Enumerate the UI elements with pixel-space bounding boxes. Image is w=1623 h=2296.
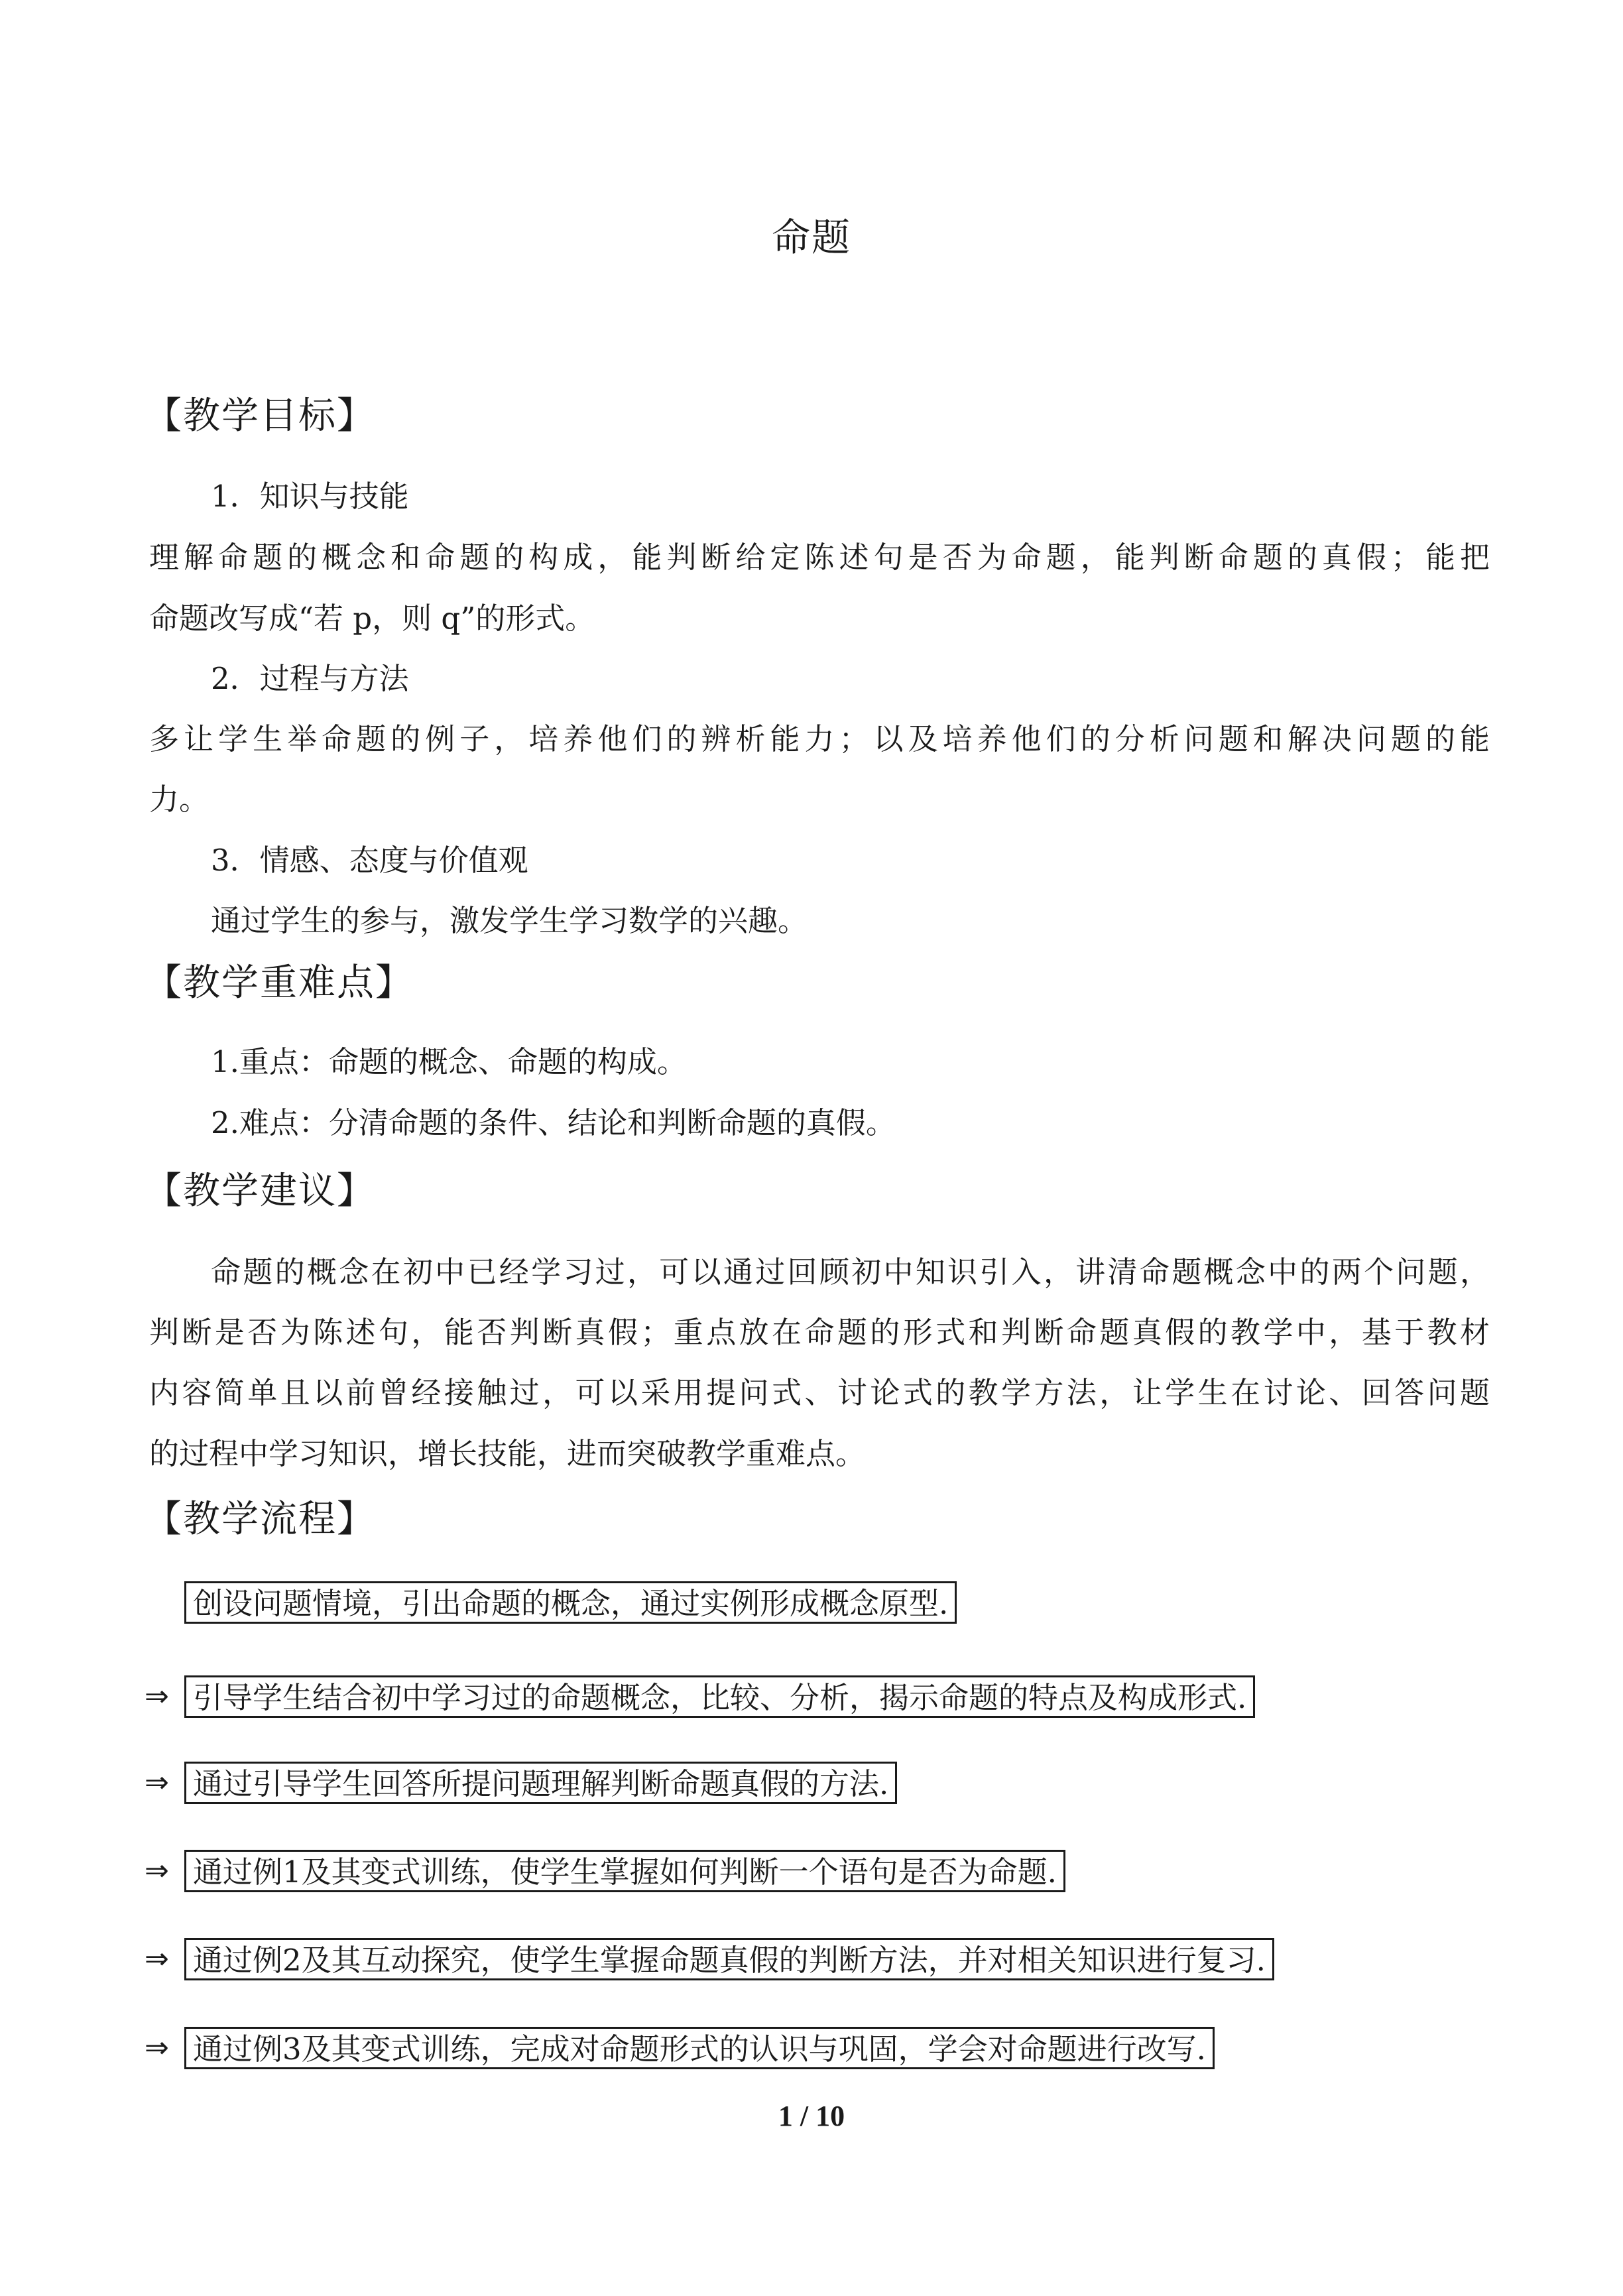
- section-heading-suggestions: 【教学建议】: [145, 1170, 375, 1213]
- flow-step-5: [145, 1938, 1274, 1980]
- flow-step-1: [184, 1581, 957, 1624]
- suggestion-line-4: 的过程中学习知识，增长技能，进而突破教学重难点。: [149, 1436, 866, 1471]
- section-heading-key-points: 【教学重难点】: [145, 961, 414, 1004]
- flow-step-3: [145, 1762, 897, 1804]
- flow-step-2: [145, 1675, 1255, 1718]
- flow-arrow-icon: ⇒: [145, 1854, 169, 1888]
- page-title: 命题: [771, 215, 851, 260]
- flow-step-3-text: 通过引导学生回答所提问题理解判断命题真假的方法.: [184, 1762, 897, 1804]
- flow-arrow-icon: ⇒: [145, 1942, 169, 1976]
- objective-1-text-line-2: 命题改写成“若 p，则 q”的形式。: [149, 601, 595, 636]
- suggestion-line-3: 内容简单且以前曾经接触过，可以采用提问式、讨论式的教学方法，让学生在讨论、回答问题: [149, 1375, 1490, 1410]
- flow-step-1-text: 创设问题情境，引出命题的概念，通过实例形成概念原型.: [184, 1581, 957, 1624]
- flow-step-6-text: 通过例3及其变式训练，完成对命题形式的认识与巩固，学会对命题进行改写.: [184, 2027, 1215, 2069]
- key-point-line-2: 2.难点：分清命题的条件、结论和判断命题的真假。: [211, 1105, 896, 1140]
- objective-3-title: 3．情感、态度与价值观: [211, 843, 528, 878]
- objective-3-text-line-1: 通过学生的参与，激发学生学习数学的兴趣。: [211, 903, 808, 938]
- objective-2-text-line-2: 力。: [149, 782, 210, 817]
- flow-arrow-icon: ⇒: [145, 1679, 169, 1713]
- flow-step-4-text: 通过例1及其变式训练，使学生掌握如何判断一个语句是否为命题.: [184, 1850, 1065, 1892]
- flow-step-2-text: 引导学生结合初中学习过的命题概念，比较、分析，揭示命题的特点及构成形式.: [184, 1675, 1255, 1718]
- flow-arrow-icon: ⇒: [145, 1766, 169, 1799]
- flow-arrow-icon: ⇒: [145, 2031, 169, 2065]
- suggestion-line-2: 判断是否为陈述句，能否判断真假；重点放在命题的形式和判断命题真假的教学中，基于教材: [149, 1315, 1490, 1350]
- objective-1-text-line-1: 理解命题的概念和命题的构成，能判断给定陈述句是否为命题，能判断命题的真假；能把: [149, 540, 1490, 575]
- flow-step-6: [145, 2027, 1215, 2069]
- section-heading-process: 【教学流程】: [145, 1498, 375, 1541]
- objective-2-text-line-1: 多让学生举命题的例子，培养他们的辨析能力；以及培养他们的分析问题和解决问题的能: [149, 721, 1490, 756]
- flow-step-5-text: 通过例2及其互动探究，使学生掌握命题真假的判断方法，并对相关知识进行复习.: [184, 1938, 1274, 1980]
- suggestion-line-1: 命题的概念在初中已经学习过，可以通过回顾初中知识引入，讲清命题概念中的两个问题，: [211, 1254, 1490, 1290]
- section-heading-objectives: 【教学目标】: [145, 394, 375, 438]
- objective-2-title: 2．过程与方法: [211, 661, 409, 696]
- objective-1-title: 1．知识与技能: [211, 479, 409, 514]
- key-point-line-1: 1.重点：命题的概念、命题的构成。: [211, 1044, 687, 1079]
- flow-step-4: [145, 1850, 1065, 1892]
- page-number: 1 / 10: [778, 2100, 845, 2132]
